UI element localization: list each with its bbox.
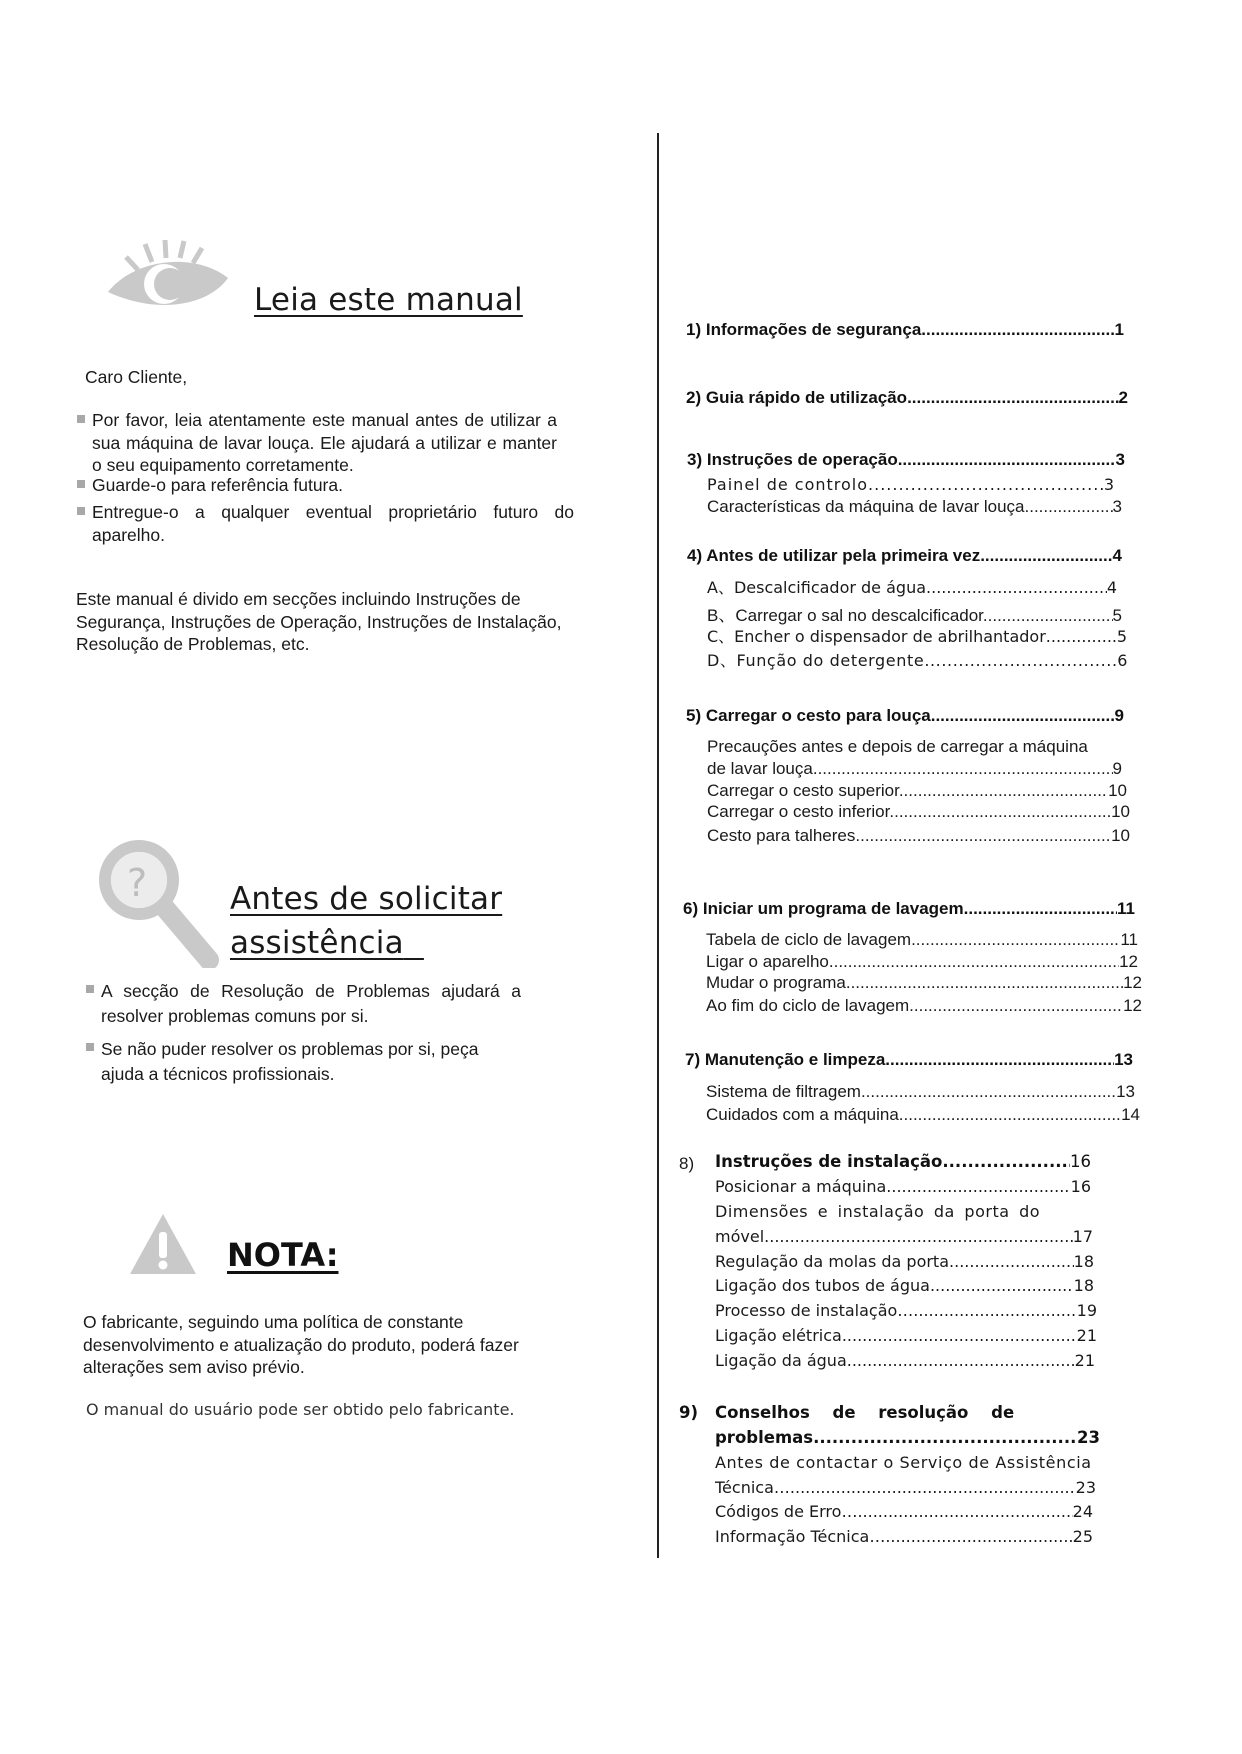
toc-item[interactable]: Carregar o cesto superior. ..... 10 (707, 781, 1127, 801)
toc-section-2[interactable]: 2) Guia rápido de utilização ..... 2 (686, 388, 1128, 408)
toc-section-1-label: 1) Informações de segurança. (686, 320, 926, 339)
svg-text:?: ? (127, 861, 148, 905)
toc-item[interactable]: A、Descalcificador de água ..... 4 (707, 575, 1117, 598)
toc-item[interactable]: Técnica… ..... 23 (715, 1478, 1096, 1497)
toc-section-4[interactable]: 4) Antes de utilizar pela primeira vez ..... 4 (687, 546, 1122, 566)
toc-item[interactable]: Informação Técnica… ..... 25 (715, 1527, 1093, 1546)
bullet-keep-reference: Guarde-o para referência futura. (92, 474, 557, 497)
read-manual-title: Leia este manual (254, 282, 523, 318)
toc-section-9[interactable]: Conselhos de resolução de (715, 1403, 1015, 1422)
toc-item[interactable]: Processo de instalação… ..... 19 (715, 1301, 1097, 1320)
toc-section-9-number: 9) (679, 1403, 699, 1422)
column-divider (657, 133, 659, 1558)
toc-item[interactable]: Dimensões e instalação da porta do (715, 1202, 1041, 1221)
manual-sections-paragraph: Este manual é divido em secções incluindo Instruções de Segurança, Instruções de Operação, Instruções de Instalação, Resolução de Problemas, etc. (76, 589, 562, 654)
toc-section-5[interactable]: 5) Carregar o cesto para louça ..... 9 (686, 706, 1124, 726)
toc-item[interactable]: Posicionar a máquina ..... 16 (715, 1177, 1091, 1196)
magnifier-question-icon (97, 838, 222, 968)
toc-section-6[interactable]: 6) Iniciar um programa de lavagem ..... 11 (683, 899, 1135, 919)
toc-item[interactable]: Antes de contactar o Serviço de Assistência (715, 1453, 1092, 1472)
toc-item[interactable]: Painel de controlo ..... 3 (707, 475, 1115, 494)
bullet-professional-help: Se não puder resolver os problemas por si, peça ajuda a técnicos profissionais. (101, 1037, 481, 1087)
toc-item[interactable]: Ao fim do ciclo de lavagem ..... 12 (706, 996, 1142, 1016)
note-title: NOTA: (227, 1236, 339, 1274)
toc-item[interactable]: C、Encher o dispensador de abrilhantador ..... 5 (707, 624, 1127, 647)
toc-item[interactable]: Ligação da água ..... 21 (715, 1351, 1095, 1370)
toc-section-6-label: 6) Iniciar um programa de lavagem (683, 899, 964, 918)
toc-section-4-label: 4) Antes de utilizar pela primeira vez (687, 546, 981, 565)
toc-item[interactable]: móvel ..... 17 (715, 1227, 1093, 1246)
toc-item[interactable]: D、Função do detergente ..... 6 (707, 648, 1128, 671)
toc-section-7[interactable]: 7) Manutenção e limpeza ..... 13 (685, 1050, 1133, 1070)
toc-item[interactable]: Cesto para talheres ..... 10 (707, 826, 1130, 846)
note-paragraph: O fabricante, seguindo uma política de constante desenvolvimento e atualização do produto, poderá fazer alterações sem aviso prévio. (83, 1312, 519, 1377)
bullet-read-carefully: Por favor, leia atentamente este manual antes de utilizar a sua máquina de lavar louça. Ele ajudará a utilizar e manter o seu equipamento corretamente. (92, 410, 557, 475)
toc-item[interactable]: Cuidados com a máquina ..... 14 (706, 1105, 1140, 1125)
toc-item[interactable]: Carregar o cesto inferior. ..... 10 (707, 802, 1130, 822)
bullet-troubleshooting: A secção de Resolução de Problemas ajudará a resolver problemas comuns por si. (101, 979, 521, 1029)
assistance-title (230, 877, 502, 965)
toc-item[interactable]: de lavar louça ..... 9 (707, 759, 1122, 779)
assistance-title-line2: assistência (230, 925, 404, 961)
toc-item[interactable]: Sistema de filtragem ..... 13 (706, 1082, 1135, 1102)
greeting: Caro Cliente, (85, 367, 188, 387)
toc-section-3-label: 3) Instruções de operação (687, 450, 898, 469)
toc-item[interactable]: Regulação da molas da porta ..... 18 (715, 1252, 1094, 1271)
toc-section-9-line2[interactable]: problemas ..... 23 (715, 1428, 1100, 1447)
toc-section-3[interactable]: 3) Instruções de operação ..... 3 (687, 450, 1125, 470)
toc-item[interactable]: Precauções antes e depois de carregar a máquina (707, 737, 1088, 756)
toc-section-1[interactable]: 1) Informações de segurança. ..... 1 (686, 320, 1124, 340)
toc-section-8-number: 8) (679, 1154, 695, 1173)
toc-item[interactable]: Características da máquina de lavar louça ..... 3 (707, 497, 1122, 517)
bullet-hand-over: Entregue-o a qualquer eventual proprietário futuro do aparelho. (92, 502, 574, 545)
toc-section-7-label: 7) Manutenção e limpeza (685, 1050, 886, 1069)
eye-icon (100, 240, 240, 320)
toc-item[interactable]: Tabela de ciclo de lavagem ..... 11 (706, 930, 1138, 950)
toc-item[interactable]: B、Carregar o sal no descalcificador. ..... 5 (707, 601, 1122, 626)
toc-item[interactable]: Códigos de Erro… ..... 24 (715, 1502, 1093, 1521)
toc-item[interactable]: Ligar o aparelho. ..... 12 (706, 952, 1138, 972)
warning-icon (128, 1212, 198, 1276)
toc-item[interactable]: Ligação elétrica ..... 21 (715, 1326, 1097, 1345)
toc-section-5-label: 5) Carregar o cesto para louça (686, 706, 931, 725)
toc-section-8[interactable]: Instruções de instalação ..... 16 (715, 1152, 1091, 1171)
toc-item[interactable]: Mudar o programa ..... 12 (706, 973, 1142, 993)
assistance-title-line1: Antes de solicitar (230, 881, 503, 917)
note-footer: O manual do usuário pode ser obtido pelo fabricante. (86, 1400, 515, 1419)
toc-item[interactable]: Ligação dos tubos de água ..... 18 (715, 1276, 1094, 1295)
toc-section-2-label: 2) Guia rápido de utilização (686, 388, 908, 407)
